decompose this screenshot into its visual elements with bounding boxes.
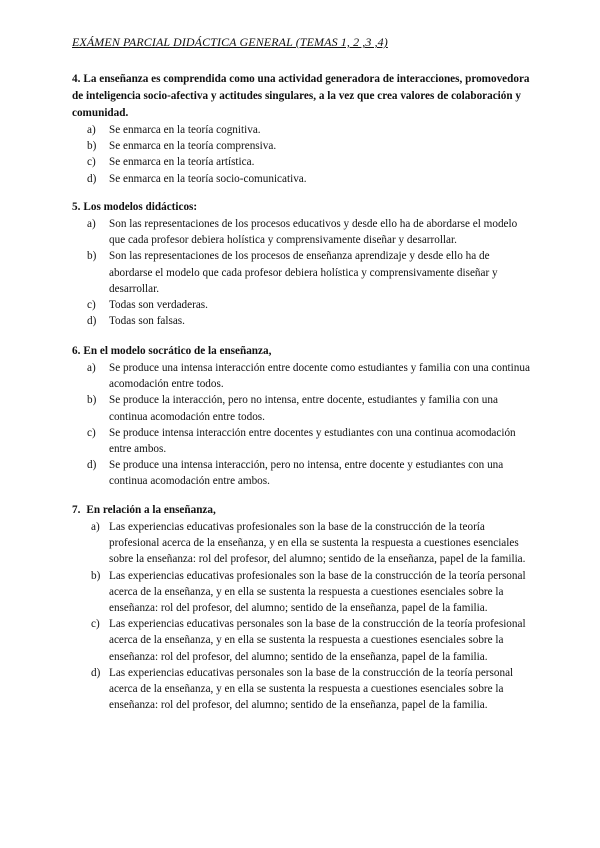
- question-7: [72, 502, 532, 713]
- option-text: Se enmarca en la teoría socio-comunicativa.: [109, 172, 307, 185]
- option-text: Todas son falsas.: [109, 315, 185, 328]
- question-stem: [72, 502, 532, 519]
- option-text: Las experiencias educativas personales son la base de la construcción de la teoría personal acerca de la enseñanza, y en ella se sustenta la respuesta a cuestiones esenciales sobre la enseñanza: rol del profesor, del alumno; sentido de la enseñanza, papel de la familia.: [109, 666, 514, 712]
- answer-option[interactable]: [72, 297, 532, 313]
- answer-option[interactable]: [72, 425, 532, 457]
- option-text: Se produce la interacción, pero no intensa, entre docente, estudiantes y familia con una continua acomodación entre todos.: [109, 394, 498, 423]
- option-text: Se enmarca en la teoría artística.: [109, 156, 255, 169]
- option-letter: b): [91, 569, 101, 582]
- option-letter: d): [87, 315, 97, 328]
- answer-options: [72, 122, 532, 187]
- option-text: Las experiencias educativas profesionales son la base de la construcción de la teoría personal acerca de la enseñanza, y en ella se sustenta la respuesta a cuestiones esenciales sobre la enseñanza: rol del profesor, del alumno; sentido de la enseñanza, papel de la familia.: [109, 569, 526, 615]
- answer-option[interactable]: [72, 171, 532, 187]
- option-text: Se produce una intensa interacción, pero no intensa, entre docente y estudiantes con una continua acomodación entre ambos.: [109, 459, 504, 488]
- question-stem: [72, 71, 532, 122]
- option-text: Todas son verdaderas.: [109, 299, 208, 312]
- question-text: La enseñanza es comprendida como una actividad generadora de interacciones, promovedora de inteligencia socio-afectiva y actitudes singulares, a la vez que crea valores de colaboración y comunidad.: [72, 73, 530, 119]
- option-letter: d): [91, 666, 101, 679]
- option-letter: a): [87, 218, 96, 230]
- option-letter: a): [87, 362, 96, 374]
- document-title: EXÁMEN PARCIAL DIDÁCTICA GENERAL (TEMAS 1, 2 ,3 ,4): [72, 35, 388, 49]
- question-stem: [72, 343, 532, 360]
- answer-options: [72, 216, 532, 329]
- question-text: En relación a la enseñanza,: [86, 504, 216, 516]
- option-letter: b): [87, 140, 97, 153]
- answer-option[interactable]: [72, 360, 532, 392]
- question-number: 5.: [72, 201, 81, 213]
- question-number: 7.: [72, 504, 81, 516]
- option-text: Son las representaciones de los procesos educativos y desde ello ha de abordarse el modelo que cada profesor debiera holística y comprensivamente diseñar y desarrollar.: [109, 218, 518, 247]
- question-text: En el modelo socrático de la enseñanza,: [83, 345, 272, 357]
- question-stem: [72, 199, 532, 216]
- option-text: Las experiencias educativas personales son la base de la construcción de la teoría profesional acerca de la enseñanza, y en ella se sustenta la respuesta a cuestiones esenciales sobre la enseñanza: rol del profesor, del alumno; sentido de la enseñanza, papel de la familia.: [109, 618, 526, 663]
- option-text: Se produce una intensa interacción entre docente como estudiantes y familia con una continua acomodación entre todos.: [109, 362, 530, 391]
- option-letter: a): [91, 521, 100, 533]
- question-5: [72, 199, 532, 329]
- answer-option[interactable]: [72, 568, 532, 617]
- question-number: 6.: [72, 345, 81, 357]
- answer-option[interactable]: [72, 216, 532, 248]
- option-text: Las experiencias educativas profesionales son la base de la construcción de la teoría profesional acerca de la enseñanza, y en ella se sustenta la respuesta a cuestiones esenciales sobre la enseñanza: rol del profesor, del alumno; sentido de la enseñanza, papel de la familia.: [109, 521, 526, 566]
- option-text: Se enmarca en la teoría cognitiva.: [109, 124, 261, 136]
- answer-option[interactable]: [72, 392, 532, 424]
- answer-option[interactable]: [72, 519, 532, 568]
- answer-option[interactable]: [72, 616, 532, 665]
- option-letter: b): [87, 250, 97, 263]
- option-letter: b): [87, 394, 97, 407]
- option-letter: c): [87, 156, 96, 169]
- answer-option[interactable]: [72, 138, 532, 154]
- answer-options: [72, 360, 532, 490]
- option-letter: a): [87, 124, 96, 136]
- answer-option[interactable]: [72, 248, 532, 297]
- option-letter: c): [91, 618, 100, 631]
- question-6: [72, 343, 532, 490]
- option-text: Se enmarca en la teoría comprensiva.: [109, 140, 277, 153]
- question-text: Los modelos didácticos:: [83, 201, 198, 213]
- option-letter: d): [87, 172, 97, 185]
- option-letter: c): [87, 426, 96, 439]
- question-number: 4.: [72, 73, 81, 85]
- answer-option[interactable]: [72, 313, 532, 329]
- answer-option[interactable]: [72, 457, 532, 489]
- answer-options: [72, 519, 532, 713]
- option-text: Se produce intensa interacción entre docentes y estudiantes con una continua acomodación entre ambos.: [109, 426, 516, 456]
- question-4: [72, 71, 532, 187]
- option-letter: d): [87, 459, 97, 472]
- option-letter: c): [87, 299, 96, 312]
- answer-option[interactable]: [72, 122, 532, 138]
- option-text: Son las representaciones de los procesos de enseñanza aprendizaje y desde ello ha de abordarse el modelo que cada profesor debiera holística y comprensivamente diseñar y desarrollar.: [109, 250, 498, 295]
- answer-option[interactable]: [72, 665, 532, 714]
- answer-option[interactable]: [72, 154, 532, 170]
